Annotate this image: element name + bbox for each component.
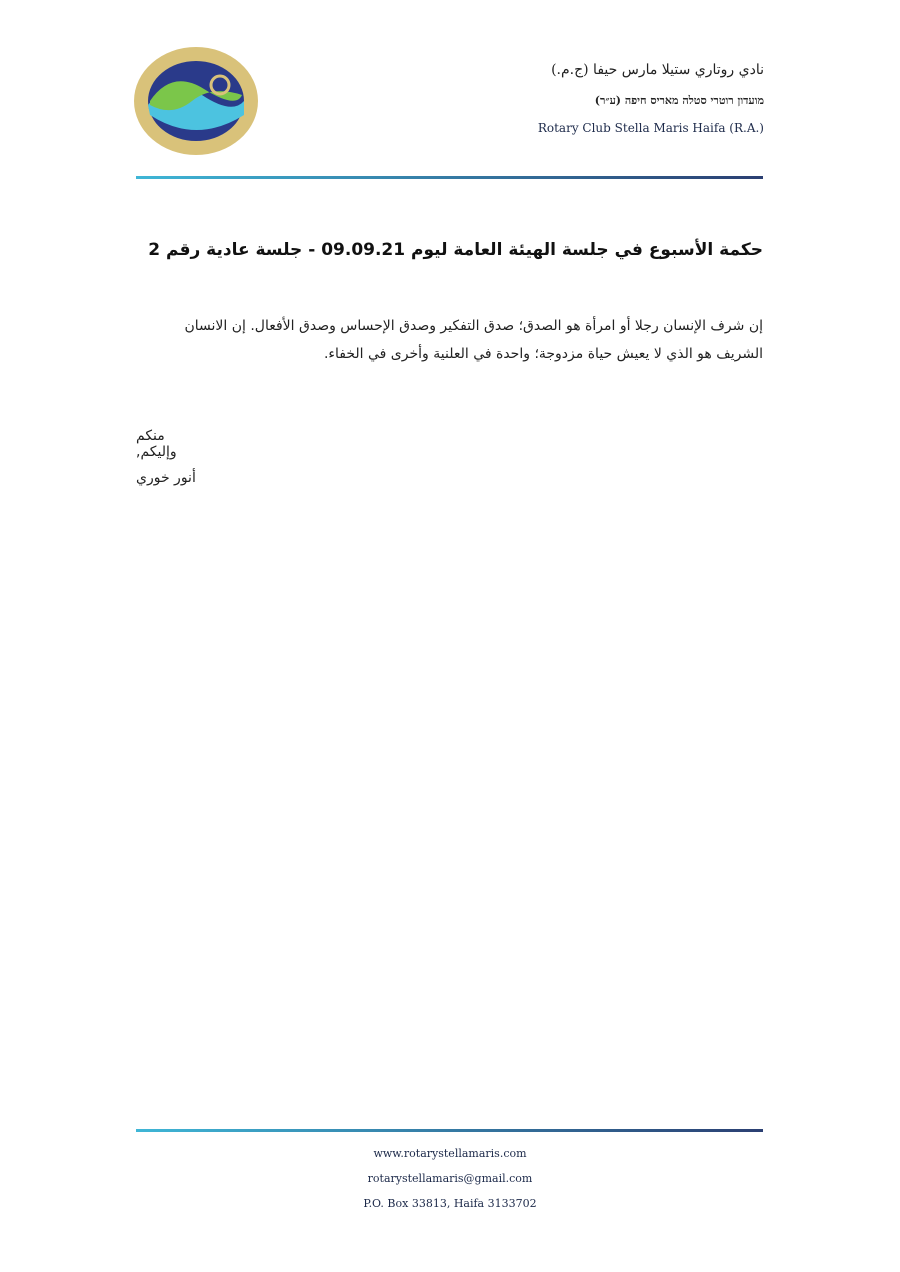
- footer-address: P.O. Box 33813, Haifa 3133702: [363, 1197, 537, 1210]
- arabic-club-name: نادي روتاري ستيلا مارس حيفا (ج.م.): [551, 62, 764, 78]
- document-title: حكمة الأسبوع في جلسة الهيئة العامة ليوم 09.09.21 - جلسة عادية رقم 2: [148, 240, 763, 260]
- footer-website: www.rotarystellamaris.com: [373, 1147, 527, 1160]
- footer-email: rotarystellamaris@gmail.com: [367, 1172, 533, 1185]
- english-club-name: Rotary Club Stella Maris Haifa (R.A.): [537, 121, 764, 135]
- hebrew-club-name: מועדון רוטרי סטלה מאריס חיפה (ע״ר): [594, 94, 764, 107]
- header-divider: [136, 176, 763, 179]
- footer-divider: [136, 1129, 763, 1132]
- closing: منكم وإليكم,: [136, 428, 177, 460]
- body-text: إن شرف الإنسان رجلا أو امرأة هو الصدق؛ صدق التفكير وصدق الإحساس وصدق الأفعال. إن الانسان الشريف هو الذي لا يعيش حياة مزدوجة؛ واحدة في العلنية وأخرى في الخفاء.: [184, 318, 763, 362]
- rotary-club-logo: [132, 45, 260, 157]
- signature: أنور خوري: [136, 470, 196, 486]
